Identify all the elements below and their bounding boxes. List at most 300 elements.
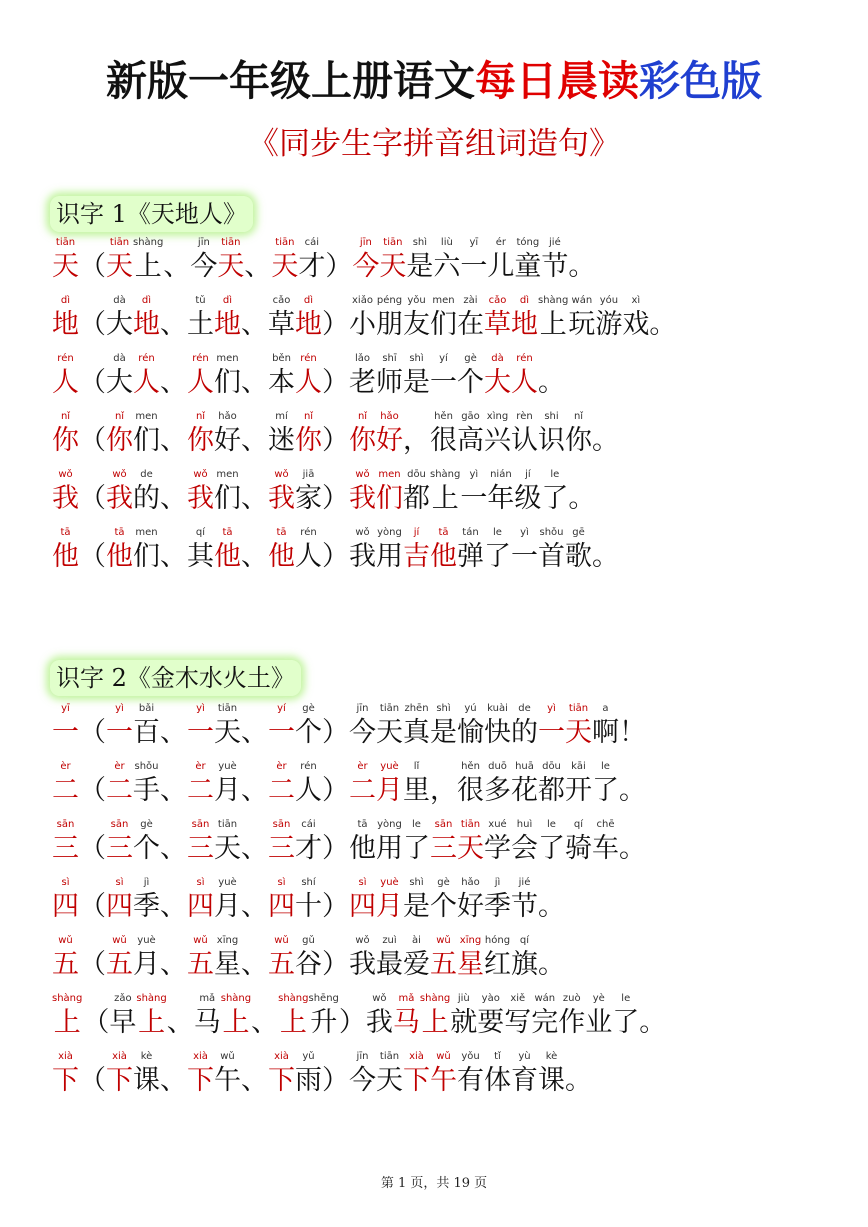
- pinyin: men: [135, 411, 158, 422]
- pinyin: rén: [192, 353, 209, 364]
- hanzi: 们: [214, 483, 241, 514]
- punctuation: 、: [160, 425, 187, 456]
- hanzi: 们: [133, 425, 160, 456]
- pinyin: yuè: [380, 877, 399, 888]
- hanzi-with-pinyin: [538, 702, 565, 750]
- hanzi-with-pinyin: [450, 992, 477, 1040]
- hanzi-with-pinyin: [187, 294, 214, 342]
- hanzi-with-pinyin: [349, 934, 376, 982]
- pinyin: zài: [463, 295, 478, 306]
- punctuation: 、: [160, 833, 187, 864]
- hanzi: 节: [541, 251, 569, 282]
- punctuation: （: [79, 833, 106, 864]
- hanzi: 儿: [487, 251, 515, 282]
- pinyin: yī: [61, 703, 70, 714]
- hanzi: 四: [106, 891, 133, 922]
- hanzi: 里: [403, 775, 430, 806]
- hanzi: 大: [106, 309, 133, 340]
- pinyin: tā: [357, 819, 368, 830]
- pinyin: shàng: [419, 993, 451, 1004]
- hanzi: 季: [484, 891, 511, 922]
- pinyin: shì: [436, 703, 451, 714]
- hanzi-with-pinyin: [271, 236, 298, 284]
- sentence-row: [52, 236, 595, 288]
- pinyin: dì: [60, 295, 71, 306]
- pinyin: mí: [275, 411, 288, 422]
- pinyin: yuè: [218, 761, 237, 772]
- pinyin: mǎ: [199, 993, 216, 1004]
- hanzi: 月: [376, 775, 403, 806]
- pinyin: bǎi: [138, 703, 155, 714]
- pinyin: shǒu: [134, 761, 159, 772]
- hanzi: 二: [349, 775, 376, 806]
- pinyin: tiān: [460, 819, 481, 830]
- hanzi-with-pinyin: [214, 410, 241, 458]
- punctuation: （: [79, 425, 106, 456]
- pinyin: tǐ: [494, 1051, 501, 1062]
- pinyin: huì: [516, 819, 533, 830]
- hanzi: 了: [403, 833, 430, 864]
- pinyin: shī: [382, 353, 397, 364]
- pinyin: nǐ: [303, 411, 314, 422]
- pinyin: tiān: [221, 237, 241, 248]
- hanzi-with-pinyin: [477, 992, 504, 1040]
- hanzi-with-pinyin: [187, 526, 214, 574]
- pinyin: yǒu: [461, 1051, 480, 1062]
- hanzi-with-pinyin: [487, 468, 514, 516]
- hanzi: 二: [187, 775, 214, 806]
- hanzi: 我: [365, 1007, 393, 1038]
- sentence-row: [52, 526, 619, 578]
- hanzi: 才: [298, 251, 326, 282]
- hanzi: 他: [52, 541, 79, 572]
- hanzi: 最: [376, 949, 403, 980]
- punctuation: 、: [241, 309, 268, 340]
- hanzi: 我: [187, 483, 214, 514]
- hanzi: 下: [52, 1065, 79, 1096]
- pinyin: tiān: [275, 237, 295, 248]
- hanzi: 业: [585, 1007, 613, 1038]
- punctuation: 。: [568, 483, 596, 514]
- pinyin: dà: [491, 353, 504, 364]
- pinyin: de: [140, 469, 153, 480]
- punctuation: 、: [251, 1007, 279, 1038]
- pinyin: èr: [276, 761, 287, 772]
- hanzi: 天: [376, 1065, 403, 1096]
- hanzi: 们: [133, 541, 160, 572]
- pinyin: xiě: [510, 993, 526, 1004]
- hanzi: 马: [392, 1007, 420, 1038]
- hanzi-with-pinyin: [484, 760, 511, 808]
- hanzi-with-pinyin: [214, 760, 241, 808]
- pinyin: qí: [519, 935, 530, 946]
- sentence-row: [52, 934, 565, 986]
- hanzi-with-pinyin: [268, 294, 295, 342]
- pinyin: hóng: [484, 935, 511, 946]
- hanzi-with-pinyin: [106, 876, 133, 924]
- pinyin: yì: [196, 703, 205, 714]
- pinyin: yào: [481, 993, 500, 1004]
- hanzi: 们: [214, 367, 241, 398]
- page-title: [0, 52, 868, 110]
- pinyin: zhēn: [404, 703, 429, 714]
- hanzi-with-pinyin: [484, 410, 511, 458]
- punctuation: 、: [241, 717, 268, 748]
- hanzi: 三: [268, 833, 295, 864]
- punctuation: 。: [538, 949, 565, 980]
- hanzi: 歌: [565, 541, 592, 572]
- hanzi: 雨: [295, 1065, 322, 1096]
- pinyin: rén: [138, 353, 155, 364]
- pinyin: gè: [140, 819, 153, 830]
- punctuation: 、: [160, 1065, 187, 1096]
- pinyin: hǎo: [380, 411, 399, 422]
- hanzi-with-pinyin: [511, 352, 538, 400]
- pinyin: shàng: [136, 993, 167, 1004]
- hanzi: 马: [193, 1007, 221, 1038]
- pinyin: qí: [573, 819, 584, 830]
- pinyin: mǎ: [398, 993, 415, 1004]
- hanzi: 早: [109, 1007, 137, 1038]
- pinyin: sì: [115, 877, 124, 888]
- hanzi: 级: [514, 483, 542, 514]
- hanzi-with-pinyin: [106, 934, 133, 982]
- punctuation: （: [79, 541, 106, 572]
- pinyin: sān: [110, 819, 129, 830]
- pinyin: rén: [300, 761, 317, 772]
- punctuation: ）: [322, 717, 349, 748]
- hanzi: 了: [592, 775, 619, 806]
- hanzi: 他: [106, 541, 133, 572]
- hanzi-with-pinyin: [511, 876, 538, 924]
- hanzi-with-pinyin: [460, 468, 487, 516]
- hanzi: 星: [214, 949, 241, 980]
- hanzi-with-pinyin: [484, 526, 511, 574]
- hanzi-with-pinyin: [511, 818, 538, 866]
- hanzi-with-pinyin: [187, 352, 214, 400]
- hanzi: 他: [214, 541, 241, 572]
- hanzi: 人: [511, 367, 538, 398]
- punctuation: （: [79, 1065, 106, 1096]
- pinyin: yòng: [377, 819, 402, 830]
- hanzi-with-pinyin: [538, 1050, 565, 1098]
- hanzi-with-pinyin: [376, 352, 403, 400]
- section-heading-1: 识字 1《天地人》: [50, 196, 253, 232]
- hanzi: 午: [214, 1065, 241, 1096]
- hanzi: 学: [484, 833, 511, 864]
- hanzi-with-pinyin: [541, 468, 568, 516]
- pinyin: shì: [409, 877, 424, 888]
- hanzi-with-pinyin: [52, 876, 79, 924]
- pinyin: hěn: [434, 411, 453, 422]
- pinyin: shǒu: [539, 527, 564, 538]
- hanzi: 了: [484, 541, 511, 572]
- pinyin: qí: [195, 527, 206, 538]
- punctuation: 、: [160, 717, 187, 748]
- pinyin: sì: [196, 877, 205, 888]
- hanzi: 我: [52, 483, 79, 514]
- hanzi: 五: [268, 949, 295, 980]
- section-heading-2: 识字 2《金木水火土》: [50, 660, 301, 696]
- pinyin: lǎo: [354, 353, 371, 364]
- hanzi: 上: [431, 483, 459, 514]
- hanzi: 一: [268, 717, 295, 748]
- punctuation: （: [79, 483, 106, 514]
- hanzi-with-pinyin: [295, 934, 322, 982]
- hanzi: 识: [538, 425, 565, 456]
- hanzi: 上: [134, 251, 162, 282]
- pinyin: jīn: [197, 237, 210, 248]
- punctuation: 、: [160, 483, 187, 514]
- hanzi-with-pinyin: [52, 236, 79, 284]
- pinyin: tā: [60, 527, 71, 538]
- hanzi-with-pinyin: [187, 468, 214, 516]
- hanzi-with-pinyin: [52, 294, 79, 342]
- hanzi: 认: [511, 425, 538, 456]
- hanzi-with-pinyin: [538, 294, 568, 342]
- pinyin: jīn: [359, 237, 372, 248]
- punctuation: （: [82, 1007, 110, 1038]
- hanzi: 是: [430, 717, 457, 748]
- hanzi-with-pinyin: [133, 410, 160, 458]
- hanzi: 四: [349, 891, 376, 922]
- pinyin: wǔ: [436, 935, 451, 946]
- pinyin: le: [493, 527, 502, 538]
- hanzi-with-pinyin: [403, 702, 430, 750]
- hanzi: 爱: [403, 949, 430, 980]
- hanzi-with-pinyin: [187, 876, 214, 924]
- hanzi: 大: [484, 367, 511, 398]
- punctuation: ，: [430, 775, 457, 806]
- hanzi: 下: [187, 1065, 214, 1096]
- hanzi-with-pinyin: [565, 526, 592, 574]
- sentence-row: [52, 1050, 592, 1102]
- hanzi: 人: [295, 775, 322, 806]
- punctuation: 、: [160, 891, 187, 922]
- punctuation: （: [79, 949, 106, 980]
- pinyin: yí: [439, 353, 448, 364]
- hanzi: 一: [511, 541, 538, 572]
- pinyin: yuè: [218, 877, 237, 888]
- hanzi-with-pinyin: [106, 526, 133, 574]
- pinyin: xì: [631, 295, 641, 306]
- pinyin: kuài: [487, 703, 508, 714]
- hanzi: 一: [538, 717, 565, 748]
- pinyin: nǐ: [60, 411, 71, 422]
- punctuation: 。: [538, 367, 565, 398]
- hanzi: 吉: [403, 541, 430, 572]
- hanzi-with-pinyin: [430, 294, 457, 342]
- hanzi-with-pinyin: [106, 236, 133, 284]
- hanzi-with-pinyin: [295, 760, 322, 808]
- hanzi-with-pinyin: [484, 294, 511, 342]
- pinyin: yī: [469, 237, 479, 248]
- pinyin: le: [547, 819, 556, 830]
- hanzi-with-pinyin: [511, 294, 538, 342]
- hanzi-with-pinyin: [106, 760, 133, 808]
- punctuation: 。: [568, 251, 596, 282]
- pinyin: tiān: [217, 819, 238, 830]
- hanzi: 都: [403, 483, 430, 514]
- hanzi-with-pinyin: [349, 410, 376, 458]
- hanzi: 友: [403, 309, 430, 340]
- hanzi: 草: [268, 309, 295, 340]
- page-footer: 第 1 页，共 19 页: [380, 1176, 488, 1191]
- pinyin: dōu: [542, 761, 561, 772]
- hanzi: 人: [52, 367, 79, 398]
- hanzi-with-pinyin: [565, 410, 592, 458]
- hanzi: 戏: [622, 309, 650, 340]
- pinyin: duō: [488, 761, 507, 772]
- pinyin: xīng: [459, 935, 482, 946]
- hanzi-with-pinyin: [214, 1050, 241, 1098]
- hanzi: 完: [531, 1007, 559, 1038]
- hanzi: 升: [310, 1007, 338, 1038]
- pinyin: yú: [464, 703, 477, 714]
- pinyin: jí: [413, 527, 420, 538]
- hanzi: 我: [349, 541, 376, 572]
- punctuation: （: [79, 717, 106, 748]
- hanzi-with-pinyin: [433, 236, 460, 284]
- hanzi-with-pinyin: [295, 876, 322, 924]
- hanzi: 花: [511, 775, 538, 806]
- hanzi: 天: [106, 251, 133, 282]
- hanzi: 月: [214, 775, 241, 806]
- pinyin: wǒ: [112, 469, 127, 480]
- pinyin: wǒ: [355, 935, 370, 946]
- hanzi: 个: [295, 717, 322, 748]
- hanzi: 一: [106, 717, 133, 748]
- hanzi-with-pinyin: [457, 818, 484, 866]
- pinyin: yuè: [137, 935, 156, 946]
- punctuation: ！: [619, 717, 646, 748]
- hanzi-with-pinyin: [487, 236, 514, 284]
- pinyin: cǎo: [488, 295, 507, 306]
- hanzi-with-pinyin: [214, 876, 241, 924]
- hanzi-with-pinyin: [52, 1050, 79, 1098]
- hanzi-with-pinyin: [133, 818, 160, 866]
- hanzi-with-pinyin: [484, 352, 511, 400]
- hanzi: 迷: [268, 425, 295, 456]
- hanzi-with-pinyin: [106, 410, 133, 458]
- hanzi: 兴: [484, 425, 511, 456]
- pinyin: tiān: [217, 703, 238, 714]
- pinyin: tā: [222, 527, 233, 538]
- hanzi: 你: [295, 425, 322, 456]
- hanzi: 四: [52, 891, 79, 922]
- hanzi: 很: [457, 775, 484, 806]
- pinyin: gè: [302, 703, 315, 714]
- hanzi-with-pinyin: [379, 236, 406, 284]
- hanzi: 二: [106, 775, 133, 806]
- hanzi: 二: [268, 775, 295, 806]
- hanzi: 好: [376, 425, 403, 456]
- pinyin: tiān: [379, 1051, 400, 1062]
- hanzi: 作: [558, 1007, 586, 1038]
- punctuation: 。: [538, 891, 565, 922]
- hanzi: 他: [349, 833, 376, 864]
- hanzi: 上: [279, 1007, 307, 1038]
- pinyin: gǔ: [302, 935, 315, 946]
- hanzi: 你: [565, 425, 592, 456]
- hanzi-with-pinyin: [403, 294, 430, 342]
- sentence-row: [52, 468, 595, 520]
- pinyin: men: [216, 469, 239, 480]
- pinyin: cái: [301, 819, 316, 830]
- pinyin: rén: [300, 527, 317, 538]
- hanzi-with-pinyin: [106, 294, 133, 342]
- hanzi: 三: [106, 833, 133, 864]
- hanzi-with-pinyin: [187, 1050, 214, 1098]
- hanzi: 是: [403, 891, 430, 922]
- hanzi-with-pinyin: [376, 468, 403, 516]
- hanzi: 地: [133, 309, 160, 340]
- page-subtitle: 《同步生字拼音组词造句》: [248, 126, 620, 162]
- pinyin: shì: [409, 353, 424, 364]
- pinyin: cái: [304, 237, 320, 248]
- hanzi-with-pinyin: [349, 818, 376, 866]
- punctuation: （: [79, 251, 106, 282]
- hanzi-with-pinyin: [295, 1050, 322, 1098]
- hanzi: 地: [295, 309, 322, 340]
- punctuation: 。: [565, 1065, 592, 1096]
- pinyin: wǒ: [193, 469, 208, 480]
- pinyin: men: [378, 469, 401, 480]
- pinyin: gè: [437, 877, 450, 888]
- hanzi-with-pinyin: [457, 352, 484, 400]
- hanzi-with-pinyin: [214, 934, 241, 982]
- pinyin: yóu: [599, 295, 619, 306]
- pinyin: tā: [114, 527, 125, 538]
- hanzi: 天: [217, 251, 245, 282]
- pinyin: yǔ: [302, 1051, 315, 1062]
- hanzi-with-pinyin: [214, 702, 241, 750]
- hanzi: 手: [133, 775, 160, 806]
- hanzi-with-pinyin: [376, 934, 403, 982]
- hanzi: 家: [295, 483, 322, 514]
- pinyin: kāi: [571, 761, 586, 772]
- hanzi: 本: [268, 367, 295, 398]
- hanzi-with-pinyin: [295, 352, 322, 400]
- hanzi-with-pinyin: [592, 760, 619, 808]
- punctuation: （: [79, 309, 106, 340]
- hanzi-with-pinyin: [133, 352, 160, 400]
- hanzi: 一: [430, 367, 457, 398]
- pinyin: le: [412, 819, 421, 830]
- hanzi-with-pinyin: [420, 992, 450, 1040]
- hanzi: 用: [376, 833, 403, 864]
- punctuation: 、: [241, 775, 268, 806]
- hanzi: 师: [376, 367, 403, 398]
- hanzi-with-pinyin: [376, 818, 403, 866]
- hanzi-with-pinyin: [514, 236, 541, 284]
- pinyin: kè: [140, 1051, 153, 1062]
- pinyin: shàng: [133, 237, 164, 248]
- hanzi: 下: [268, 1065, 295, 1096]
- hanzi-with-pinyin: [309, 992, 339, 1040]
- punctuation: 、: [160, 309, 187, 340]
- hanzi: 草: [484, 309, 511, 340]
- pinyin: sān: [56, 819, 75, 830]
- pinyin: shēng: [308, 993, 339, 1004]
- pinyin: xià: [58, 1051, 73, 1062]
- hanzi-with-pinyin: [595, 294, 622, 342]
- hanzi: 我: [349, 949, 376, 980]
- hanzi-with-pinyin: [457, 294, 484, 342]
- hanzi: 四: [187, 891, 214, 922]
- hanzi-with-pinyin: [109, 992, 136, 1040]
- hanzi-with-pinyin: [133, 876, 160, 924]
